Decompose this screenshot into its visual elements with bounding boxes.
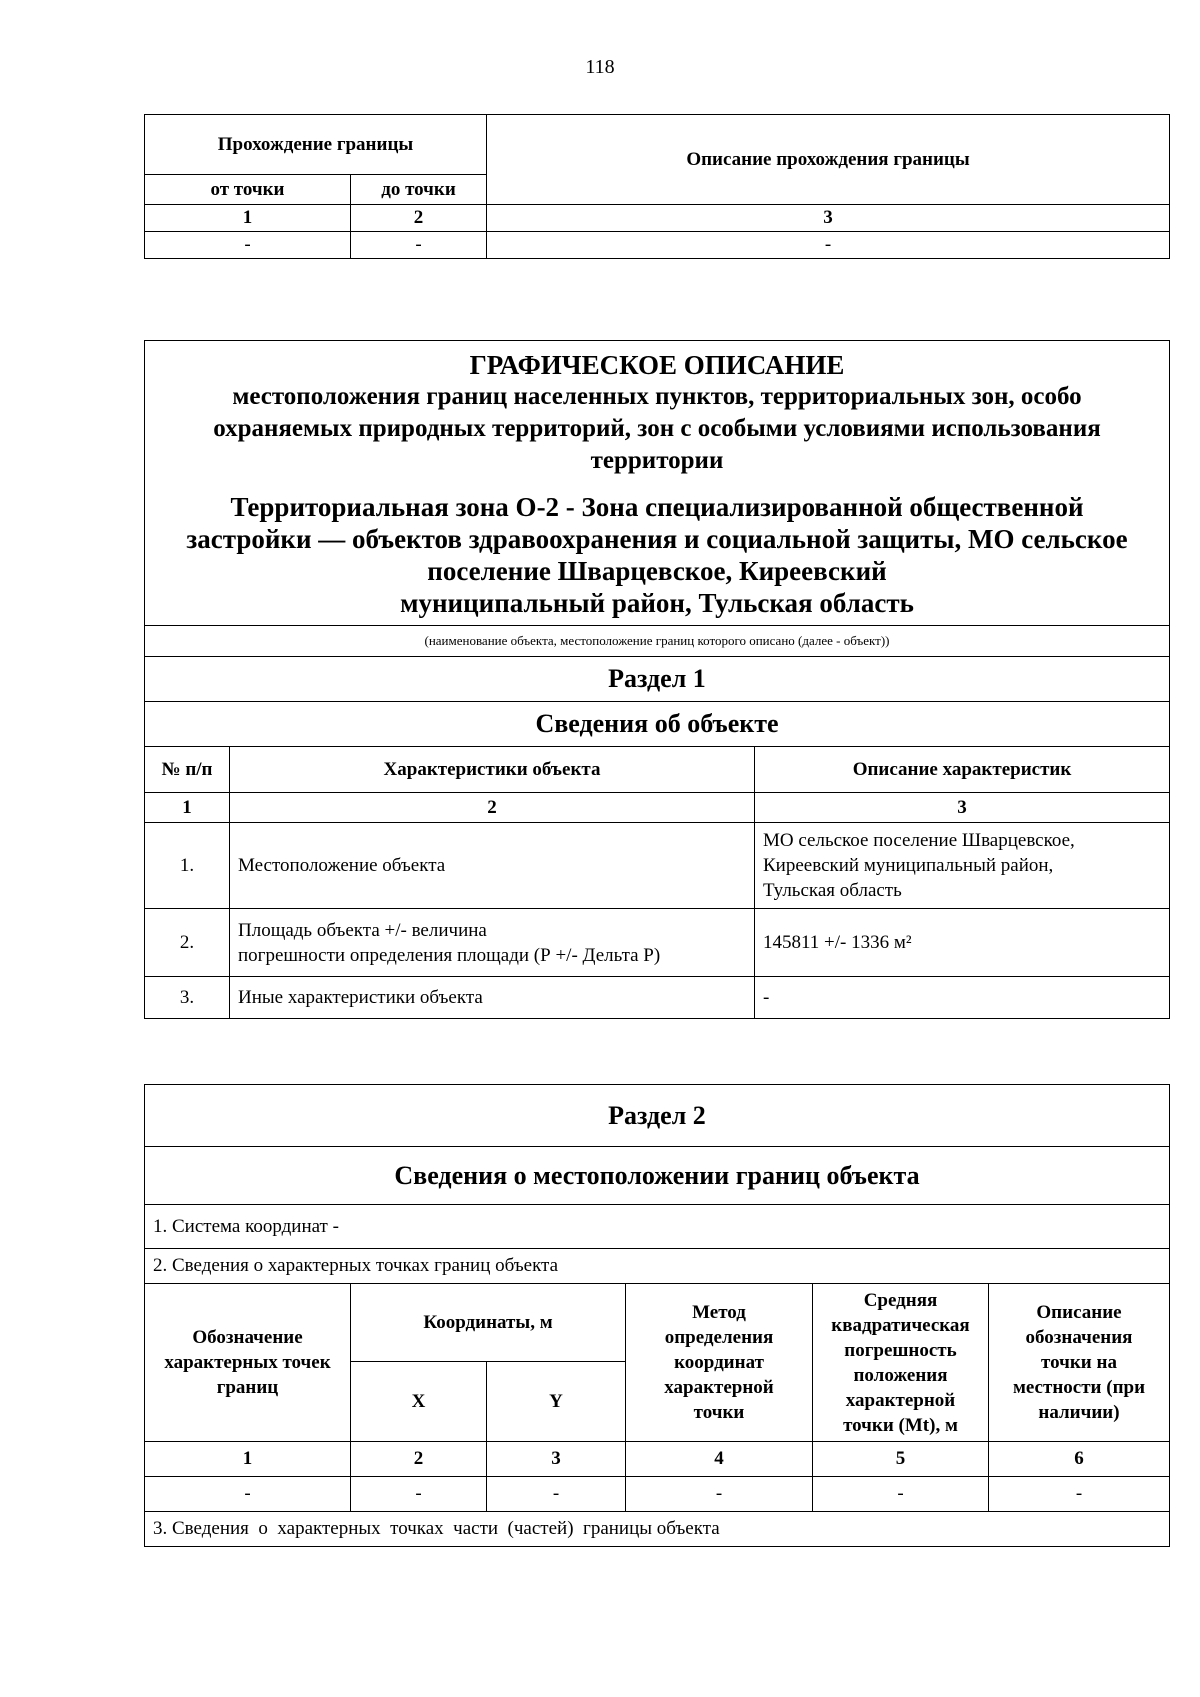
text-line: координат [674, 1352, 764, 1373]
table-cell: - [351, 232, 487, 259]
points-heading: 2. Сведения о характерных точках границ объекта [145, 1249, 1170, 1284]
col-number: 2 [351, 1442, 487, 1477]
table-cell: - [487, 1477, 626, 1512]
zone-name-line: муниципальный район, Тульская область [400, 588, 914, 618]
page-number: 118 [585, 56, 615, 78]
col-number: 3 [487, 205, 1170, 232]
header-description: Описание характеристик [755, 747, 1170, 793]
text-line: наличии) [1038, 1402, 1120, 1423]
text-line: характерной [664, 1377, 774, 1398]
table-cell: - [626, 1477, 813, 1512]
characteristic-value [755, 977, 1170, 1019]
graphic-subtitle-line: охраняемых природных территорий, зон с особыми условиями использования [213, 415, 1101, 442]
characteristic-name [230, 823, 755, 909]
text-line: Описание [1036, 1302, 1122, 1323]
text-line: местности (при [1012, 1377, 1146, 1398]
text-line: погрешности определения площади (Р +/- Дельта Р) [238, 944, 661, 966]
text-line: Обозначение [192, 1327, 303, 1348]
text-line: Тульская область [763, 880, 902, 901]
graphic-description-table [144, 340, 1170, 1019]
text-line: положения [853, 1364, 948, 1386]
row-number: 3. [145, 977, 230, 1019]
coordinate-system: 1. Система координат - [145, 1205, 1170, 1249]
text-line: погрешность [844, 1339, 957, 1361]
header-point-description [989, 1284, 1170, 1442]
row-number: 2. [145, 909, 230, 977]
zone-name-line: застройки — объектов здравоохранения и социальной защиты, МО сельское [186, 524, 1128, 554]
col-number: 1 [145, 793, 230, 823]
text-line: МО сельское поселение Шварцевское, [763, 830, 1075, 851]
header-mean-error [813, 1284, 989, 1442]
text-line: точки (Mt), м [843, 1414, 958, 1436]
text-line: Метод [692, 1302, 746, 1323]
table-cell: - [351, 1477, 487, 1512]
parts-heading: 3. Сведения о характерных точках части (частей) границы объекта [145, 1512, 1170, 1547]
header-coordinates: Координаты, м [351, 1284, 626, 1362]
header-characteristics: Характеристики объекта [230, 747, 755, 793]
col-number: 2 [351, 205, 487, 232]
header-method [626, 1284, 813, 1442]
col-number: 3 [755, 793, 1170, 823]
text-line: квадратическая [831, 1314, 970, 1336]
section2-subtitle: Сведения о местоположении границ объекта [145, 1147, 1170, 1205]
col-number: 5 [813, 1442, 989, 1477]
text-line: границ [216, 1377, 279, 1398]
text-line: Местоположение объекта [238, 855, 446, 876]
graphic-title-block [145, 341, 1170, 626]
text-line: Средняя [863, 1289, 938, 1311]
zone-name-line: поселение Шварцевское, Киреевский [427, 556, 887, 586]
text-line: Площадь объекта +/- величина [238, 919, 487, 941]
text-line: Иные характеристики объекта [238, 987, 483, 1008]
text-line: точки [693, 1402, 745, 1423]
header-point-designation [145, 1284, 351, 1442]
zone-name-line: Территориальная зона О-2 - Зона специализированной общественной [230, 492, 1084, 522]
text-line: определения [664, 1327, 774, 1348]
text-line: точки на [1041, 1352, 1117, 1373]
text-line: характерных точек [164, 1352, 331, 1373]
col-number: 4 [626, 1442, 813, 1477]
graphic-subtitle-line: территории [590, 447, 724, 474]
characteristic-value [755, 909, 1170, 977]
graphic-title: ГРАФИЧЕСКОЕ ОПИСАНИЕ [469, 350, 845, 380]
section1-subtitle: Сведения об объекте [145, 702, 1170, 747]
object-caption: (наименование объекта, местоположение границ которого описано (далее - объект)) [145, 626, 1170, 657]
col-number: 2 [230, 793, 755, 823]
text-line: Киреевский муниципальный район, [763, 855, 1054, 876]
characteristic-name [230, 909, 755, 977]
text-line: 145811 +/- 1336 м² [763, 932, 912, 953]
boundary-description-header: Описание прохождения границы [487, 115, 1170, 205]
table-cell: - [813, 1477, 989, 1512]
col-number: 3 [487, 1442, 626, 1477]
section1-title: Раздел 1 [145, 657, 1170, 702]
col-number: 1 [145, 205, 351, 232]
table-cell: - [145, 232, 351, 259]
from-point-header: от точки [145, 175, 351, 205]
text-line: характерной [845, 1389, 956, 1411]
section2-title: Раздел 2 [145, 1085, 1170, 1147]
boundary-group-header: Прохождение границы [145, 115, 487, 175]
to-point-header: до точки [351, 175, 487, 205]
text-line: обозначения [1025, 1327, 1133, 1348]
header-x: X [351, 1362, 487, 1442]
col-number: 6 [989, 1442, 1170, 1477]
characteristic-name [230, 977, 755, 1019]
table-cell: - [989, 1477, 1170, 1512]
header-y: Y [487, 1362, 626, 1442]
graphic-subtitle-line: местоположения границ населенных пунктов, территориальных зон, особо [232, 383, 1082, 410]
section2-table [144, 1084, 1170, 1547]
table-cell: - [487, 232, 1170, 259]
col-number: 1 [145, 1442, 351, 1477]
row-number: 1. [145, 823, 230, 909]
text-line: - [763, 987, 770, 1008]
table-cell: - [145, 1477, 351, 1512]
boundary-passage-table [144, 114, 1170, 259]
header-number: № п/п [145, 747, 230, 793]
characteristic-value [755, 823, 1170, 909]
